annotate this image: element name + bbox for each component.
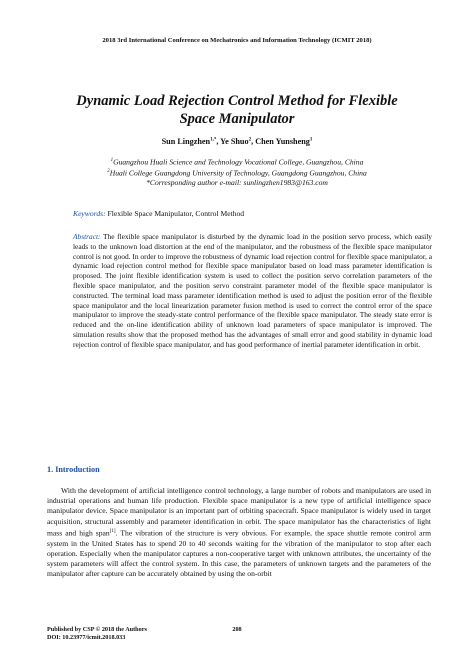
abstract (73, 232, 432, 350)
introduction-paragraph (47, 486, 431, 579)
conference-header: 2018 3rd International Conference on Mechatronics and Information Technology (ICMIT 2018) (102, 37, 372, 44)
abstract-label: Abstract: (73, 232, 101, 241)
published-by: Published by CSP © 2018 the Authors (47, 626, 147, 633)
abstract-text: The flexible space manipulator is disturbed by the dynamic load in the position servo process, which easily leads to the unknown load distortion at the end of the manipulator, and the robustness of the flexible space manipulator control is not good. In order to improve the robustness of dynamic load rejection control for flexible space manipulator, a dynamic load rejection control method for flexible space manipulator based on load mass parameter identification is proposed. The joint flexible identification system is used to collect the position servo correlation parameters of the flexible space manipulator, and the position servo constraint parameter model of the flexible space manipulator is constructed. The terminal load mass parameter identification method is used to adjust the position error of the flexible space manipulator and the local linearization parameter fusion method is used to correct the control error of the space manipulator to improve the steady-state control performance of the flexible space manipulator. The steady state error is reduced and the on-line identification ability of unknown load parameters of space manipulator is improved. The simulation results show that the proposed method has the advantages of small error and good stability in dynamic load rejection control of flexible space manipulator, and has good performance of inertial parameter identification in orbit. (73, 232, 432, 349)
title-line-2: Space Manipulator (179, 111, 295, 127)
affiliation-text: Huali College Guangdong University of Technology, Guangdong Guangzhou, China (109, 168, 367, 178)
page-number: 208 (232, 626, 242, 633)
keywords-text: Flexible Space Manipulator, Control Method (107, 209, 245, 218)
keywords (73, 209, 433, 218)
author-sup: 1 (309, 137, 313, 143)
title-line-1: Dynamic Load Rejection Control Method for Flexible (76, 93, 398, 109)
corresponding-author: *Corresponding author e-mail: sunlingzhen1983@163.com (146, 178, 328, 187)
affiliation-sup: 1 (110, 158, 114, 163)
citation: [1] (109, 528, 116, 534)
author-name: Chen Yunsheng (255, 137, 310, 146)
author-sup: 1,* (210, 137, 217, 143)
affiliation-text: Guangzhou Huali Science and Technology Vocational College, Guangzhou, China (113, 157, 364, 167)
paragraph-text-2: . The vibration of the structure is very obvious. For example, the space shuttle remote control arm system in the United States has to spend 20 to 40 seconds waiting for the vibration of the manipulator to stop after each operation. Especially when the manipulator captures a non-cooperative target with unknown attributes, the uncertainty of the system parameters will affect the control system. In this case, the parameters of unknown targets and the parameters of the manipulator after capture can be accurately obtained by using the on-orbit (47, 528, 431, 579)
affiliation-sup: 2 (107, 169, 110, 174)
paragraph-text-1: With the development of artificial intelligence control technology, a large number of robots and manipulators are used in industrial operations and human life production. Flexible space manipulator is a new type of artificial intelligence space manipulator device. Space manipulator is an important part of orbiting spacecraft. Space manipulator is widely used in target acquisition, structural assembly and parameter identification in orbit. The space manipulator has the characteristics of light mass and high span (47, 486, 431, 538)
author-list: Sun Lingzhen$^{1,*}$, Ye Shuo$^2$, Chen Yunsheng$^1$ (161, 137, 313, 146)
keywords-label: Keywords: (73, 209, 106, 218)
section-heading: 1. Introduction (47, 465, 100, 474)
doi: DOI: 10.23977/icmit.2018.033 (47, 634, 126, 642)
author-sup: 2 (248, 137, 252, 143)
author-name: Sun Lingzhen (161, 137, 211, 146)
author-name: Ye Shuo (220, 137, 249, 146)
paper-title (40, 92, 434, 128)
